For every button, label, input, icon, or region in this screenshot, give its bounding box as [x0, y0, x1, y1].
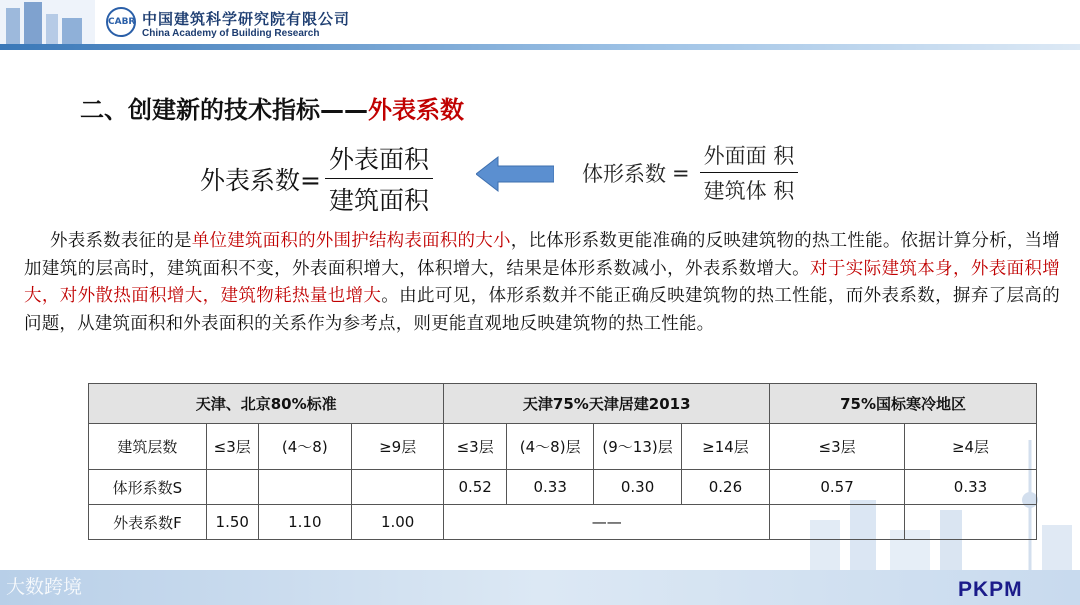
- table-cell: [905, 505, 1037, 540]
- column-header: ≤3层: [444, 424, 507, 470]
- header-band: [0, 44, 1080, 50]
- table-cell: [206, 470, 258, 505]
- header: [0, 0, 1080, 48]
- watermark: 大数跨境: [6, 576, 83, 598]
- column-header: 建筑层数: [89, 424, 207, 470]
- formula-right-numerator: 外面面 积: [700, 140, 799, 173]
- formula-left-numerator: 外表面积: [325, 140, 433, 179]
- group-header: 天津、北京80%标准: [89, 384, 444, 424]
- para-part-1: 外表系数表征的是: [50, 231, 192, 251]
- slide-title: [80, 90, 464, 125]
- column-header: ≤3层: [770, 424, 905, 470]
- formula-left-denominator: 建筑面积: [328, 186, 429, 215]
- column-header: ≥4层: [905, 424, 1037, 470]
- table-group-header-row: [89, 384, 1037, 424]
- table-cell: [351, 470, 443, 505]
- formula-right-denominator: 建筑体 积: [703, 179, 795, 203]
- row-label: 外表系数F: [89, 505, 207, 540]
- title-highlight: 外表系数: [368, 96, 464, 124]
- table-cell: 1.50: [206, 505, 258, 540]
- body-paragraph: [24, 228, 1060, 338]
- group-header: 75%国标寒冷地区: [770, 384, 1037, 424]
- para-part-3: 。由此可见，体形系数并不能正确反映建筑物的热工性能，而外表系数，摒弃了层高的问题，从建筑面积和外表面积的关系作为参考点，则更能直观地反映建筑物的热工性能。: [24, 286, 1060, 334]
- column-header: ≥9层: [351, 424, 443, 470]
- table-cell: 1.00: [351, 505, 443, 540]
- left-arrow-icon: [476, 155, 554, 193]
- formula-left-lhs: 外表系数=: [200, 165, 321, 195]
- para-highlight-1: 单位建筑面积的外围护结构表面积的大小: [191, 231, 511, 251]
- table-cell: 0.30: [594, 470, 681, 505]
- column-header: (9～13)层: [594, 424, 681, 470]
- coefficient-table: [88, 383, 1037, 540]
- para-highlight-2: 对于实际建筑本身，外表面积增大，对外散热面积增大，建筑物耗热量也增大: [24, 258, 1060, 306]
- formula-right-fraction: [700, 140, 799, 205]
- table-cell: 0.33: [905, 470, 1037, 505]
- column-header: ≤3层: [206, 424, 258, 470]
- table-cell: [258, 470, 351, 505]
- table-cell: 0.57: [770, 470, 905, 505]
- pkpm-logo-text: PKPM: [958, 578, 1023, 601]
- merged-cell: ——: [444, 505, 770, 540]
- table-cell: 0.26: [681, 470, 769, 505]
- column-header: ≥14层: [681, 424, 769, 470]
- table-cell: 0.52: [444, 470, 507, 505]
- table-column-header-row: [89, 424, 1037, 470]
- shape-coefficient-formula: [582, 140, 798, 205]
- org-name-en: China Academy of Building Research: [142, 28, 320, 39]
- footer-band: [0, 570, 1080, 605]
- group-header: 天津75%天津居建2013: [444, 384, 770, 424]
- formula-right-lhs: 体形系数: [582, 161, 666, 186]
- formula-left-fraction: [325, 140, 433, 217]
- row-label: 体形系数S: [89, 470, 207, 505]
- org-name-cn: 中国建筑科学研究院有限公司: [142, 10, 351, 28]
- table-row: [89, 505, 1037, 540]
- table-cell: 1.10: [258, 505, 351, 540]
- table-row: [89, 470, 1037, 505]
- table-cell: [770, 505, 905, 540]
- column-header: (4～8): [258, 424, 351, 470]
- formula-right-equals: =: [672, 160, 690, 185]
- pkpm-logo: [958, 578, 1023, 602]
- para-part-2: ，比体形系数更能准确的反映建筑物的热工性能。依据计算分析，当增加建筑的层高时，建筑面积不变，外表面积增大，体积增大，结果是体形系数减小，外表系数增大。: [24, 231, 1060, 279]
- table-cell: 0.33: [506, 470, 593, 505]
- skyline-graphic: [0, 0, 95, 44]
- cabr-logo: CABR: [106, 7, 136, 37]
- title-prefix: 二、创建新的技术指标——: [80, 96, 368, 124]
- surface-coefficient-formula: [200, 140, 433, 217]
- column-header: (4～8)层: [506, 424, 593, 470]
